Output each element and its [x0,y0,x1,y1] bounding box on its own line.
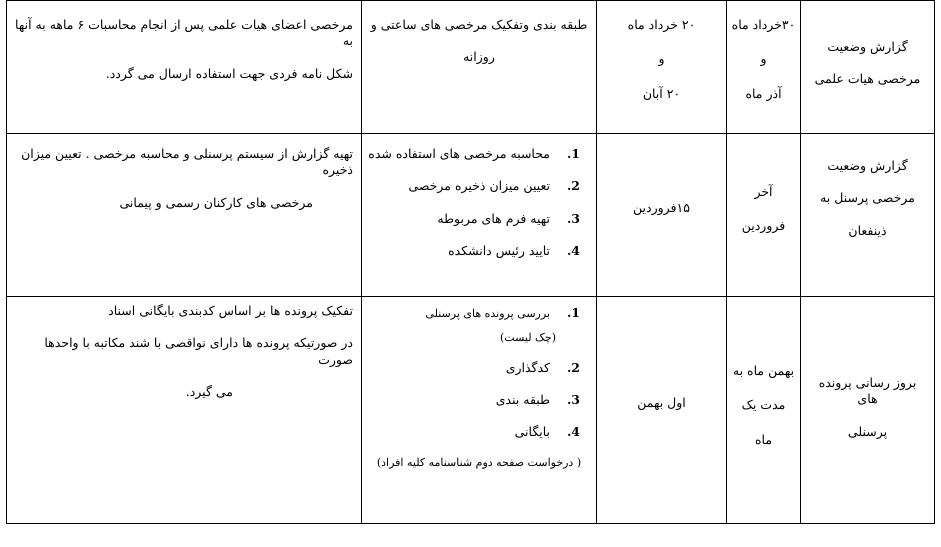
deadline-line: فروردین [741,218,786,234]
step-text: کدگذاری [505,359,551,375]
table-row [7,1,935,134]
list-item [362,178,580,194]
description-line: شکل نامه فردی جهت استفاده ارسال می گردد. [105,65,353,81]
deadline-line: آذر ماه [745,85,782,101]
task-title-cell [801,1,935,134]
list-item [362,360,580,376]
step-number: 3. [566,210,580,226]
date-line: اول بهمن [637,395,686,410]
step-text: تعیین میزان ذخیره مرخصی [408,178,551,194]
start-date-cell [597,1,727,134]
step-text: محاسبه مرخصی های استفاده شده [368,146,551,161]
table-row [7,297,935,524]
description-line: تهیه گزارش از سیستم پرسنلی و محاسبه مرخصی . تعیین میزان ذخیره [21,146,353,178]
deadline-line: بهمن ماه به [732,363,795,378]
step-number: 4. [566,424,580,440]
steps-cell [362,134,597,297]
steps-line: روزانه [463,49,495,65]
deadline-cell [727,297,801,524]
step-number: 2. [566,359,580,375]
description-line: در صورتیکه پرونده ها دارای نواقصی با شند مکاتبه با واحدها صورت [44,335,353,367]
deadline-cell [727,1,801,134]
list-item [362,243,580,259]
steps-list [362,134,596,259]
task-title-cell [801,134,935,297]
steps-cell [362,1,597,134]
description-line: مرخصی اعضای هیات علمی پس از انجام محاسبات ۶ ماهه به آنها به [15,17,353,49]
task-title-line: پرسنلی [847,423,888,439]
step-text: بایگانی [514,424,551,440]
deadline-line: مدت یک [741,397,786,413]
description-cell [7,1,362,134]
start-date-cell [597,134,727,297]
step-number: 3. [566,391,580,407]
list-item [362,424,580,440]
step-text: تایید رئیس دانشکده [448,242,551,258]
description-line: مرخصی های کارکنان رسمی و پیمانی [119,194,313,210]
description-line: تفکیک پرونده ها بر اساس کدبندی بایگانی اسناد [108,303,353,318]
deadline-cell [727,134,801,297]
start-date-cell [597,297,727,524]
step-number: 1. [566,305,580,320]
description-line: می گیرد. [185,383,233,399]
step-number: 2. [566,178,580,194]
steps-footnote: ( درخواست صفحه دوم شناسنامه کلیه افراد) [376,456,582,470]
task-title-line: بروز رسانی پرونده های [818,375,917,407]
step-text: تهیه فرم های مربوطه [437,210,551,226]
deadline-line: آخر [754,184,773,199]
deadline-line: و [760,51,767,67]
task-title-line: گزارش وضعیت [827,39,908,54]
date-line: ۲۰ خرداد ماه [627,17,696,32]
steps-cell [362,297,597,524]
steps-list [362,360,596,441]
step-number: 4. [566,242,580,258]
step-text: بررسی پرونده های پرسنلی [425,307,551,320]
list-item [362,211,580,227]
table-row [7,134,935,297]
steps-list [362,297,596,321]
schedule-table [6,0,935,524]
task-title-line: مرخصی هیات علمی [814,71,921,87]
date-line: ۲۰ آبان [642,85,681,101]
list-item [362,146,580,162]
task-title-line: گزارش وضعیت [827,158,908,173]
date-line: ۱۵فروردین [633,200,690,215]
date-line: و [658,51,665,67]
task-title-line: مرخصی پرسنل به [820,190,915,206]
list-item [362,305,580,321]
task-title-cell [801,297,935,524]
description-cell [7,297,362,524]
list-item [362,392,580,408]
steps-line: طبقه بندی وتفکیک مرخصی های ساعتی و [370,17,588,32]
deadline-line: ماه [754,431,773,447]
task-title-line: ذینفعان [848,222,887,238]
deadline-line: ۳۰خرداد ماه [731,17,796,32]
description-cell [7,134,362,297]
step-text: طبقه بندی [495,391,551,407]
checklist-note: (چک لیست) [499,331,556,345]
step-number: 1. [566,146,580,161]
